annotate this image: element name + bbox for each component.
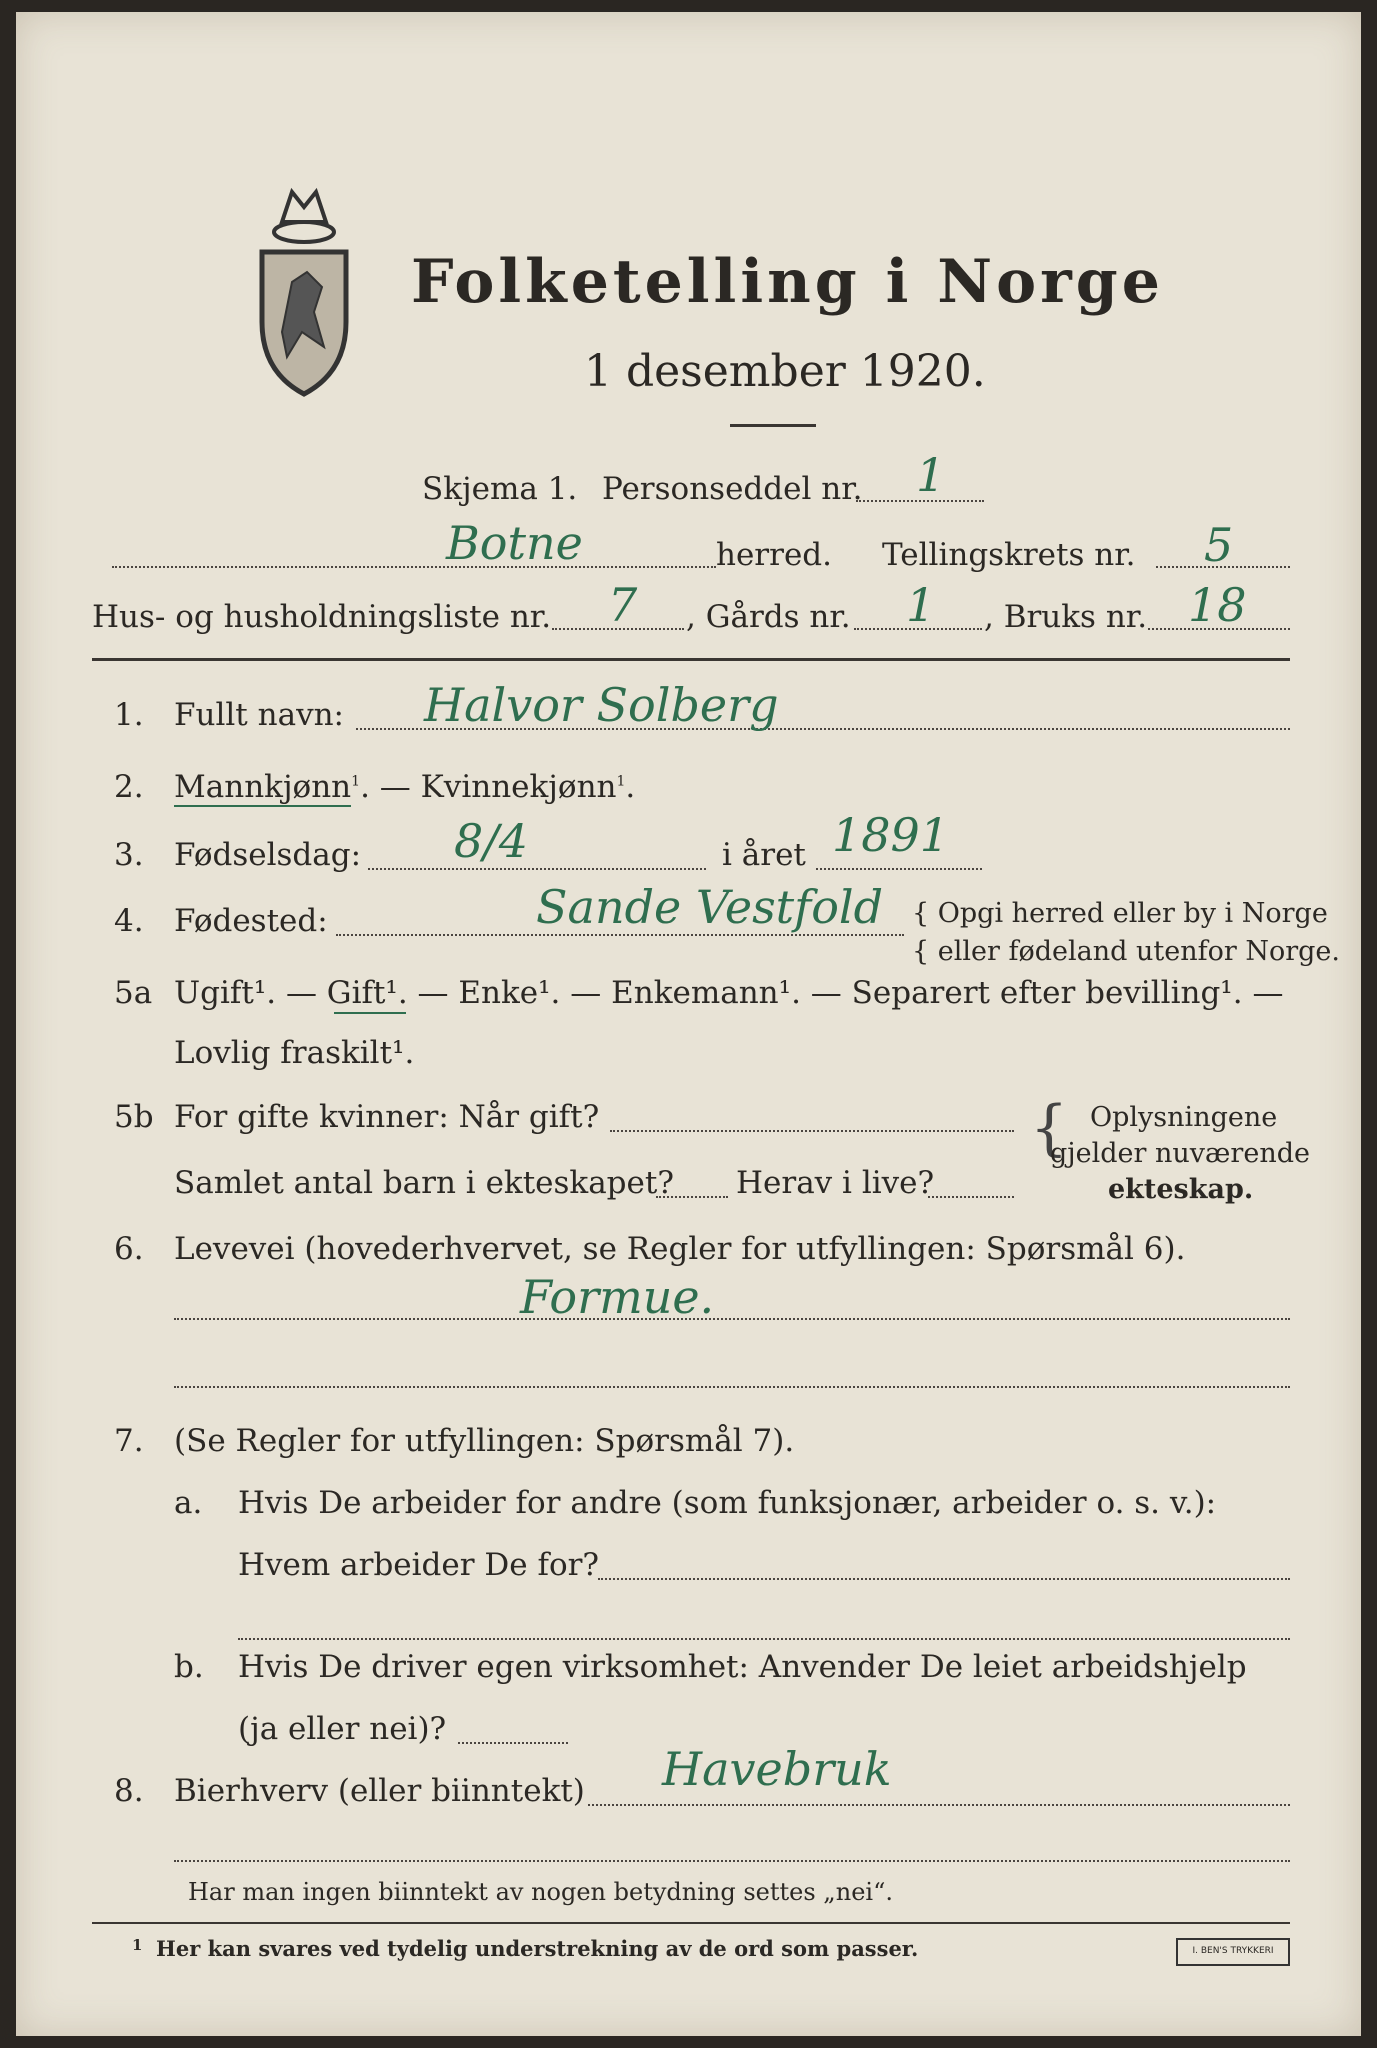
herred-label: herred. (716, 537, 832, 573)
marital-status-options: Ugift¹. — Gift¹. — Enke¹. — Enkemann¹. — Separert efter bevilling¹. — (174, 975, 1284, 1011)
q6-label: Levevei (hovederhvervet, se Regler for utfyllingen: Spørsmål 6). (174, 1231, 1186, 1267)
q4-label: Fødested: (174, 903, 328, 939)
q4-note2: eller fødeland utenfor Norge. (937, 936, 1340, 967)
q7a-line2: Hvem arbeider De for? (238, 1547, 600, 1583)
census-date: 1 desember 1920. (584, 346, 986, 397)
footnote-number: 1 (132, 1936, 143, 1954)
year-label: i året (722, 837, 806, 873)
secondary-occupation-value: Havebruk (662, 1742, 892, 1796)
q6-number: 6. (114, 1231, 144, 1267)
marital-status-line2: Lovlig fraskilt¹. (174, 1035, 415, 1071)
q2-end: . (625, 769, 636, 805)
q5b-note2: gjelder nuværende (1050, 1138, 1310, 1169)
footer-note: Har man ingen biinntekt av nogen betydning settes „nei“. (188, 1878, 893, 1906)
q3-label: Fødselsdag: (174, 837, 362, 873)
page-title: Folketelling i Norge (411, 247, 1164, 317)
q4-note-line1: { Opgi herred eller by i Norge (912, 898, 1328, 929)
coat-of-arms-icon (252, 182, 356, 402)
q7a-line1: Hvis De arbeider for andre (som funksjonær, arbeider o. s. v.): (238, 1485, 1217, 1521)
q5b-number: 5b (114, 1099, 154, 1135)
q4-note1: Opgi herred eller by i Norge (937, 898, 1328, 929)
q5b-note1: Oplysningene (1090, 1102, 1278, 1133)
bruks-value: 18 (1188, 578, 1247, 632)
q5b-note3: ekteskap. (1108, 1174, 1254, 1205)
q7-number: 7. (114, 1423, 144, 1459)
q2-sex-options: Mannkjønn$^1$. — Kvinnekjønn$^1$. (174, 769, 636, 805)
header-divider (92, 658, 1290, 661)
q5b-line2b: Herav i live? (736, 1165, 935, 1201)
birth-year-value: 1891 (832, 808, 950, 862)
livelihood-value: Formue. (520, 1270, 715, 1324)
q5a-number: 5a (114, 975, 153, 1011)
husliste-label: Hus- og husholdningsliste nr. (92, 599, 552, 635)
title-divider (730, 424, 816, 427)
q7a-number: a. (174, 1485, 203, 1521)
gards-value: 1 (906, 578, 936, 632)
q5b-brace: { (1030, 1093, 1069, 1163)
kvinnekjonn-option: Kvinnekjønn (420, 769, 617, 805)
gards-label: , Gårds nr. (686, 599, 851, 635)
footer-divider (92, 1922, 1290, 1924)
tellingskrets-value: 5 (1204, 518, 1234, 572)
q7-label: (Se Regler for utfyllingen: Spørsmål 7). (174, 1423, 795, 1459)
footnote-text: Her kan svares ved tydelig understrekning av de ord som passer. (156, 1936, 919, 1961)
q7b-line1: Hvis De driver egen virksomhet: Anvender De leiet arbeidshjelp (238, 1649, 1247, 1685)
mannkjonn-option: Mannkjønn (174, 769, 352, 805)
q1-number: 1. (114, 697, 144, 733)
birthdate-value: 8/4 (454, 814, 529, 868)
q4-number: 4. (114, 903, 144, 939)
tellingskrets-label: Tellingskrets nr. (882, 537, 1136, 573)
birthplace-value: Sande Vestfold (536, 880, 884, 934)
q5b-line1: For gifte kvinner: Når gift? (174, 1099, 600, 1135)
herred-value: Botne (446, 516, 583, 570)
q1-label: Fullt navn: (174, 697, 344, 733)
personseddel-value: 1 (916, 448, 946, 502)
q7b-number: b. (174, 1649, 204, 1685)
full-name-value: Halvor Solberg (424, 678, 779, 732)
gift-underline (334, 1012, 406, 1014)
census-form (16, 12, 1361, 2036)
q4-note-line2: { eller fødeland utenfor Norge. (912, 936, 1340, 967)
q7b-line2: (ja eller nei)? (238, 1711, 447, 1747)
personseddel-label: Personseddel nr. (602, 471, 863, 507)
q3-number: 3. (114, 837, 144, 873)
q2-number: 2. (114, 769, 144, 805)
printer-stamp: I. BEN'S TRYKKERI (1176, 1938, 1290, 1966)
husliste-value: 7 (608, 578, 638, 632)
q8-number: 8. (114, 1773, 144, 1809)
skjema-label: Skjema 1. (422, 471, 578, 507)
q2-separator: . — (360, 769, 421, 805)
bruks-label: , Bruks nr. (984, 599, 1148, 635)
q5b-line2a: Samlet antal barn i ekteskapet? (174, 1165, 674, 1201)
q8-label: Bierhverv (eller biinntekt) (174, 1773, 585, 1809)
